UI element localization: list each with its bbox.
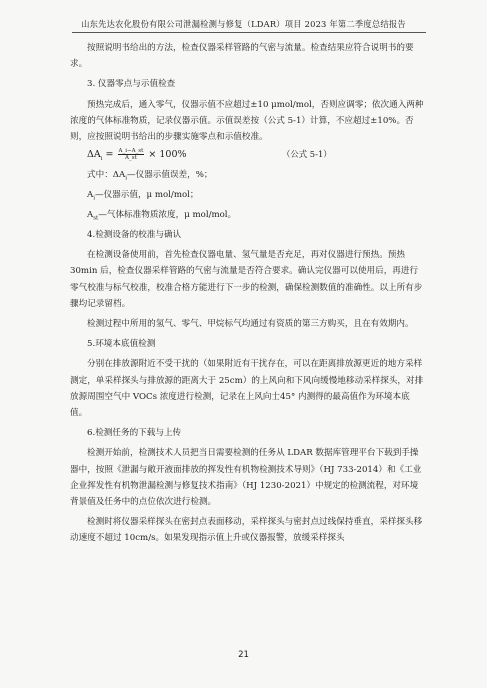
formula-denominator: A_st xyxy=(125,155,137,162)
def1-rest: —仪器示值，μ mol/mol； xyxy=(94,190,199,201)
def0-main: 式中：ΔA xyxy=(87,170,126,181)
paragraph-zero-check: 预热完成后，通入零气，仪器示值不应超过±10 μmol/mol，否则应调零；依次通入两种浓度的气体标准物质，记录仪器示值。示值误差按（公式 5-1）计算，不应超过±10%。否则，应按照说明书给出的步骤实施零点和示值校准。 xyxy=(70,99,424,143)
formula-5-1 xyxy=(87,147,187,167)
definition-delta-ai xyxy=(70,167,426,187)
body-content xyxy=(70,40,426,547)
paragraph-task-download: 检测开始前，检测技术人员把当日需要检测的任务从 LDAR 数据库管理平台下载到手操器中，按照《泄漏与敞开液面排放的挥发性有机物检测技术导则》（HJ 733-2014）和《工业企业挥发性有机物泄漏检测与修复技术指南》（HJ 1230-2021）中规定的检测流程，对环境背景值及任务中的点位依次进行检测。 xyxy=(70,448,422,508)
formula-rhs: × 100% xyxy=(145,149,187,161)
def0-sub: i xyxy=(125,175,127,182)
section-heading-background: 5.环境本底值检测 xyxy=(87,339,156,350)
paragraph-gas-source: 检测过程中所用的氢气、零气、甲烷标气均通过有资质的第三方购买，且在有效期内。 xyxy=(87,319,414,329)
formula-lhs: ΔA xyxy=(87,149,101,161)
page-number: 21 xyxy=(238,650,249,660)
formula-lhs-sub: i xyxy=(100,156,103,163)
section-heading-calibration: 4.检测设备的校准与确认 xyxy=(87,229,182,240)
header-divider xyxy=(72,32,426,33)
report-header: 山东先达农化股份有限公司泄漏检测与修复（LDAR）项目 2023 年第二季度总结报告 xyxy=(81,19,406,29)
paragraph-gas-tightness: 按照说明书给出的方法，检查仪器采样管路的气密与流量。检查结果应符合说明书的要求。 xyxy=(70,43,414,70)
def0-rest: —仪器示值误差，%； xyxy=(126,170,213,181)
formula-equals: = xyxy=(102,149,117,161)
paragraph-background: 分别在排放源附近不受干扰的（如果附近有干扰存在，可以在距离排放源更近的地方采样测定，单采样探头与排放源的距离大于 25cm）的上风向和下风向缓慢地移动采样探头，对排放源周围空气中 VOCs 浓度进行检测，记录在上风向士45° 内测得的最高值作为环境本底值。 xyxy=(70,359,424,419)
definition-ai xyxy=(70,187,426,207)
def2-main: A xyxy=(87,210,94,221)
formula-row xyxy=(70,145,426,167)
formula-fraction xyxy=(118,148,145,161)
section-heading-zero-check: 3. 仪器零点与示值检查 xyxy=(87,79,176,90)
def1-main: A xyxy=(87,190,94,201)
paragraph-calibration: 在检测设备使用前，首先检查仪器电量、氢气量是否充足，再对仪器进行预热。预热 30min 后，检查仪器采样管路的气密与流量是否符合要求。确认完仪器可以使用后，再进行零气校准与标气校准，校准合格方能进行下一步的检测，确保检测数值的准确性。以上所有步骤均记录留档。 xyxy=(70,250,423,309)
section-heading-task-download: 6.检测任务的下载与上传 xyxy=(87,428,182,439)
formula-label: （公式 5-1） xyxy=(282,149,332,160)
def2-sub: st xyxy=(93,215,99,222)
definition-ast xyxy=(70,207,426,227)
def1-sub: i xyxy=(93,195,95,202)
def2-rest: —气体标准物质浓度，μ mol/mol。 xyxy=(98,210,237,221)
formula-numerator: A_i−A_st xyxy=(118,148,144,155)
paragraph-detection-method: 检测时将仪器采样探头在密封点表面移动，采样探头与密封点过线保持垂直，采样探头移动速度不超过 10cm/s。如果发现指示值上升或仪器报警，放缓采样探头 xyxy=(70,517,423,544)
